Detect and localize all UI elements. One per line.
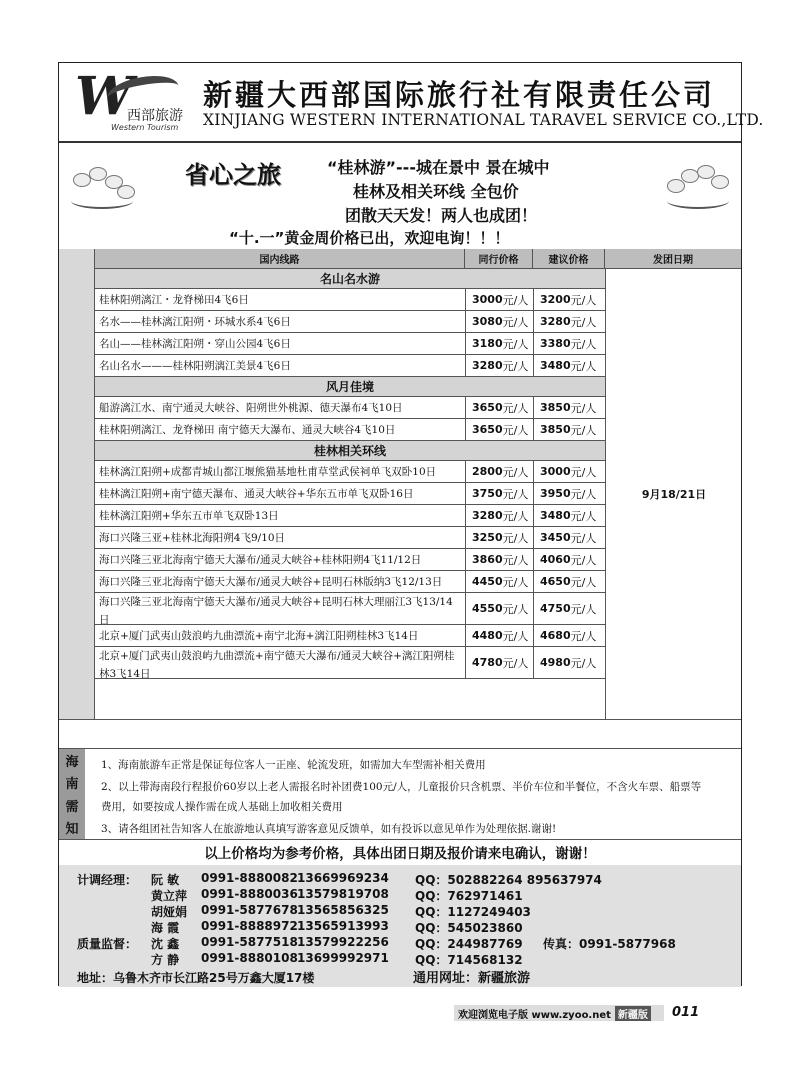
- header-peer-price: 同行价格: [465, 249, 533, 269]
- peer-price: [465, 549, 533, 570]
- contact-name: 海 霞: [151, 921, 180, 935]
- peer-price-value: 4780: [472, 656, 503, 669]
- peer-price-value: 4480: [472, 629, 503, 642]
- note-line: 费用，如要按成人操作需在成人基础上加收相关费用: [101, 801, 343, 813]
- peer-price: [465, 571, 533, 592]
- price-unit: 元/人: [502, 553, 529, 567]
- route-name: 桂林漓江阳朔+成都青城山都江堰熊猫基地杜甫草堂武侯祠单飞双卧10日: [99, 466, 437, 478]
- peer-price: [465, 527, 533, 548]
- price-unit: 元/人: [502, 629, 529, 643]
- peer-price: [465, 625, 533, 646]
- suggested-price: [533, 397, 605, 418]
- suggested-price: [533, 289, 605, 310]
- peer-price: [465, 333, 533, 354]
- departure-date: 9月18/21日: [605, 269, 742, 719]
- contact-phone[interactable]: 0991-8880108: [201, 951, 298, 965]
- orchid-left-icon: [67, 163, 137, 215]
- price-unit: 元/人: [570, 487, 597, 501]
- suggested-price: [533, 593, 605, 624]
- contact-phone[interactable]: 0991-8880036: [201, 887, 298, 901]
- contact-phone[interactable]: 0991-5877678: [201, 903, 298, 917]
- notes-side-label: [59, 749, 85, 839]
- price-unit: 元/人: [502, 509, 529, 523]
- promo-line-3: 团散天天发！两人也成团！: [345, 206, 538, 225]
- peer-price-value: 3280: [472, 509, 503, 522]
- route-name: 桂林阳朔漓江、龙脊梯田 南宁德天大瀑布、通灵大峡谷4飞10日: [99, 424, 396, 436]
- promo-title: 省心之旅: [185, 161, 281, 189]
- page-number: 011: [672, 1005, 700, 1020]
- price-unit: 元/人: [570, 293, 597, 307]
- route-name: 海口兴隆三亚北海南宁德天大瀑布/通灵大峡谷+桂林阳朔4飞11/12日: [99, 554, 422, 566]
- contact-phone[interactable]: 0991-8880082: [201, 871, 298, 885]
- peer-price-value: 3000: [472, 293, 503, 306]
- suggested-price: [533, 355, 605, 376]
- notes-section: [59, 749, 741, 840]
- route-name: 北京+厦门武夷山鼓浪屿九曲漂流+南宁德天大瀑布/通灵大峡谷+漓江阳朔桂林3飞14日: [99, 650, 455, 680]
- route-name: 桂林漓江阳朔+南宁德天瀑布、通灵大峡谷+华东五市单飞双卧16日: [99, 488, 414, 500]
- bottom-tag: 新疆版: [615, 1006, 651, 1021]
- fax: 传真：0991-5877968: [543, 937, 676, 951]
- peer-price-value: 3080: [472, 315, 503, 328]
- price-unit: 元/人: [502, 293, 529, 307]
- peer-price-value: 3280: [472, 359, 503, 372]
- address: 地址：乌鲁木齐市长江路25号万鑫大厦17楼: [77, 971, 315, 985]
- suggested-price-value: 4650: [540, 575, 571, 588]
- peer-price-value: 3860: [472, 553, 503, 566]
- peer-price: [465, 311, 533, 332]
- peer-price-value: 3650: [472, 423, 503, 436]
- notes-side-char: 知: [65, 822, 79, 838]
- suggested-price: [533, 527, 605, 548]
- route-name: 海口兴隆三亚北海南宁德天大瀑布/通灵大峡谷+昆明石林版纳3飞12/13日: [99, 576, 443, 588]
- header-departure-date: 发团日期: [605, 249, 741, 269]
- peer-price-value: 3250: [472, 531, 503, 544]
- website: 通用网址：新疆旅游: [413, 971, 531, 986]
- route-name: 名山名水———桂林阳朔漓江美景4飞6日: [99, 360, 291, 372]
- price-unit: 元/人: [570, 602, 597, 616]
- contact-qq[interactable]: QQ：714568132: [415, 953, 523, 967]
- peer-price-value: 4450: [472, 575, 503, 588]
- peer-price: [465, 419, 533, 440]
- contact-qq[interactable]: QQ：1127249403: [415, 905, 531, 919]
- reference-note: 以上价格均为参考价格，具体出团日期及报价请来电确认，谢谢！: [204, 846, 596, 862]
- price-unit: 元/人: [502, 359, 529, 373]
- price-unit: 元/人: [502, 602, 529, 616]
- price-unit: 元/人: [502, 401, 529, 415]
- suggested-price-value: 4060: [540, 553, 571, 566]
- table-side-column: [59, 249, 95, 719]
- peer-price-value: 3180: [472, 337, 503, 350]
- price-unit: 元/人: [502, 531, 529, 545]
- suggested-price: [533, 311, 605, 332]
- peer-price: [465, 593, 533, 624]
- peer-price-value: 2800: [472, 465, 503, 478]
- promo-line-1: “桂林游”---城在景中 景在城中: [327, 158, 550, 177]
- table-row: [95, 419, 605, 441]
- price-unit: 元/人: [570, 337, 597, 351]
- page-frame: [58, 62, 764, 986]
- route-name: 名水——桂林漓江阳朔・环城水系4飞6日: [99, 316, 291, 328]
- contact-name: 方 静: [151, 953, 180, 967]
- route-name: 海口兴隆三亚北海南宁德天大瀑布/通灵大峡谷+昆明石林大理丽江3飞13/14日: [99, 596, 453, 626]
- suggested-price: [533, 333, 605, 354]
- suggested-price-value: 3000: [540, 465, 571, 478]
- table-row: [95, 397, 605, 419]
- price-unit: 元/人: [570, 465, 597, 479]
- label-planner: 计调经理：: [77, 873, 138, 887]
- notes-side-char: 需: [65, 799, 79, 815]
- promo-line-4: “十.一”黄金周价格已出，欢迎电询！！！: [229, 229, 510, 247]
- suggested-price-value: 3280: [540, 315, 571, 328]
- suggested-price: [533, 549, 605, 570]
- suggested-price: [533, 483, 605, 504]
- suggested-price: [533, 571, 605, 592]
- price-unit: 元/人: [570, 629, 597, 643]
- promo-line-2: 桂林及相关环线 全包价: [353, 182, 519, 201]
- notes-side-char: 海: [65, 754, 79, 770]
- contact-mobile[interactable]: 13669969234: [297, 871, 389, 885]
- route-name: 名山——桂林漓江阳朔・穿山公园4飞6日: [99, 338, 291, 350]
- peer-price: [465, 397, 533, 418]
- route-name: 船游漓江水、南宁通灵大峡谷、阳朔世外桃源、德天瀑布4飞10日: [99, 402, 403, 414]
- price-unit: 元/人: [570, 401, 597, 415]
- table-row: [95, 289, 605, 311]
- table-empty-row: [59, 719, 741, 749]
- price-unit: 元/人: [570, 509, 597, 523]
- contact-name: 胡娅娟: [151, 905, 188, 919]
- suggested-price: [533, 647, 605, 678]
- price-unit: 元/人: [502, 423, 529, 437]
- suggested-price-value: 3850: [540, 423, 571, 436]
- price-unit: 元/人: [570, 553, 597, 567]
- suggested-price-value: 4750: [540, 602, 571, 615]
- contact-name: 沈 鑫: [151, 937, 180, 951]
- header-suggested-price: 建议价格: [533, 249, 605, 269]
- contact-mobile[interactable]: 13565913993: [297, 919, 389, 933]
- suggested-price-value: 4680: [540, 629, 571, 642]
- price-unit: 元/人: [570, 315, 597, 329]
- promo-banner: [59, 143, 741, 253]
- peer-price-value: 4550: [472, 602, 503, 615]
- note-line: 3、请各组团社告知客人在旅游地认真填写游客意见反馈单，如有投诉以意见单作为处理依据.谢谢!: [101, 823, 557, 835]
- peer-price: [465, 461, 533, 482]
- peer-price: [465, 355, 533, 376]
- contact-qq[interactable]: QQ：762971461: [415, 889, 523, 903]
- contact-name: 阮 敏: [151, 873, 180, 887]
- suggested-price-value: 3380: [540, 337, 571, 350]
- price-unit: 元/人: [570, 656, 597, 670]
- table-row: [95, 311, 605, 333]
- logo-cn: 西部旅游: [127, 108, 183, 124]
- suggested-price: [533, 461, 605, 482]
- note-line: 2、以上带海南段行程报价60岁以上老人需报名时补团费100元/人，儿童报价只含机票、半价车位和半餐位，不含火车票、船票等: [101, 781, 702, 793]
- table-row: [95, 527, 605, 549]
- peer-price-value: 3650: [472, 401, 503, 414]
- company-logo: [71, 66, 191, 133]
- contacts-block: [59, 865, 741, 987]
- contact-qq[interactable]: QQ：502882264 895637974: [415, 873, 602, 887]
- company-name-cn: 新疆大西部国际旅行社有限责任公司: [203, 78, 716, 112]
- table-row: [95, 333, 605, 355]
- section-header: 名山名水游: [95, 269, 605, 289]
- suggested-price: [533, 625, 605, 646]
- price-unit: 元/人: [502, 315, 529, 329]
- header-route: 国内线路: [95, 249, 465, 269]
- contact-qq[interactable]: QQ：244987769: [415, 937, 523, 951]
- table-row: [95, 549, 605, 571]
- suggested-price-value: 3480: [540, 509, 571, 522]
- label-quality: 质量监督：: [77, 937, 138, 951]
- orchid-right-icon: [663, 163, 733, 215]
- price-table: [59, 249, 741, 749]
- contact-mobile[interactable]: 13579922256: [297, 935, 389, 949]
- suggested-price-value: 4980: [540, 656, 571, 669]
- table-row: [95, 505, 605, 527]
- price-unit: 元/人: [502, 465, 529, 479]
- peer-price: [465, 505, 533, 526]
- logo-w-mark: W: [75, 66, 134, 127]
- peer-price-value: 3750: [472, 487, 503, 500]
- table-row: [95, 571, 605, 593]
- price-unit: 元/人: [502, 656, 529, 670]
- suggested-price: [533, 505, 605, 526]
- section-header: 风月佳境: [95, 377, 605, 397]
- price-unit: 元/人: [570, 531, 597, 545]
- peer-price: [465, 289, 533, 310]
- price-unit: 元/人: [570, 359, 597, 373]
- header: [59, 63, 764, 143]
- suggested-price-value: 3850: [540, 401, 571, 414]
- section-header: 桂林相关环线: [95, 441, 605, 461]
- contact-name: 黄立萍: [151, 889, 188, 903]
- company-name-en: XINJIANG WESTERN INTERNATIONAL TARAVEL SERVICE CO.,LTD.: [203, 111, 764, 129]
- suggested-price-value: 3480: [540, 359, 571, 372]
- contact-phone[interactable]: 0991-5877518: [201, 935, 298, 949]
- route-name: 北京+厦门武夷山鼓浪屿九曲漂流+南宁北海+漓江阳朔桂林3飞14日: [99, 630, 419, 642]
- contact-mobile[interactable]: 13565856325: [297, 903, 389, 917]
- logo-en: Western Tourism: [111, 123, 179, 132]
- contact-mobile[interactable]: 13579819708: [297, 887, 389, 901]
- bottom-text: 欢迎浏览电子版 www.zyoo.net: [458, 1009, 611, 1021]
- notes-side-char: 南: [65, 777, 79, 793]
- price-unit: 元/人: [570, 423, 597, 437]
- route-name: 海口兴隆三亚+桂林北海阳朔4飞9/10日: [99, 532, 286, 544]
- bottom-banner: [454, 1005, 664, 1021]
- peer-price: [465, 483, 533, 504]
- price-unit: 元/人: [502, 575, 529, 589]
- suggested-price: [533, 419, 605, 440]
- contact-qq[interactable]: QQ：545023860: [415, 921, 523, 935]
- suggested-price-value: 3450: [540, 531, 571, 544]
- route-name: 桂林阳朔漓江・龙脊梯田4飞6日: [99, 294, 249, 306]
- table-row: [95, 593, 605, 625]
- suggested-price-value: 3200: [540, 293, 571, 306]
- table-row: [95, 461, 605, 483]
- peer-price: [465, 647, 533, 678]
- note-line: 1、海南旅游车正常是保证每位客人一正座、轮流发班，如需加大车型需补相关费用: [101, 759, 486, 771]
- table-row: [95, 625, 605, 647]
- route-name: 桂林漓江阳朔+华东五市单飞双卧13日: [99, 510, 279, 522]
- table-row: [95, 355, 605, 377]
- price-unit: 元/人: [570, 575, 597, 589]
- price-unit: 元/人: [502, 487, 529, 501]
- table-row: [95, 647, 605, 679]
- price-unit: 元/人: [502, 337, 529, 351]
- table-row: [95, 483, 605, 505]
- contact-mobile[interactable]: 13699992971: [297, 951, 389, 965]
- contact-phone[interactable]: 0991-8888972: [201, 919, 298, 933]
- suggested-price-value: 3950: [540, 487, 571, 500]
